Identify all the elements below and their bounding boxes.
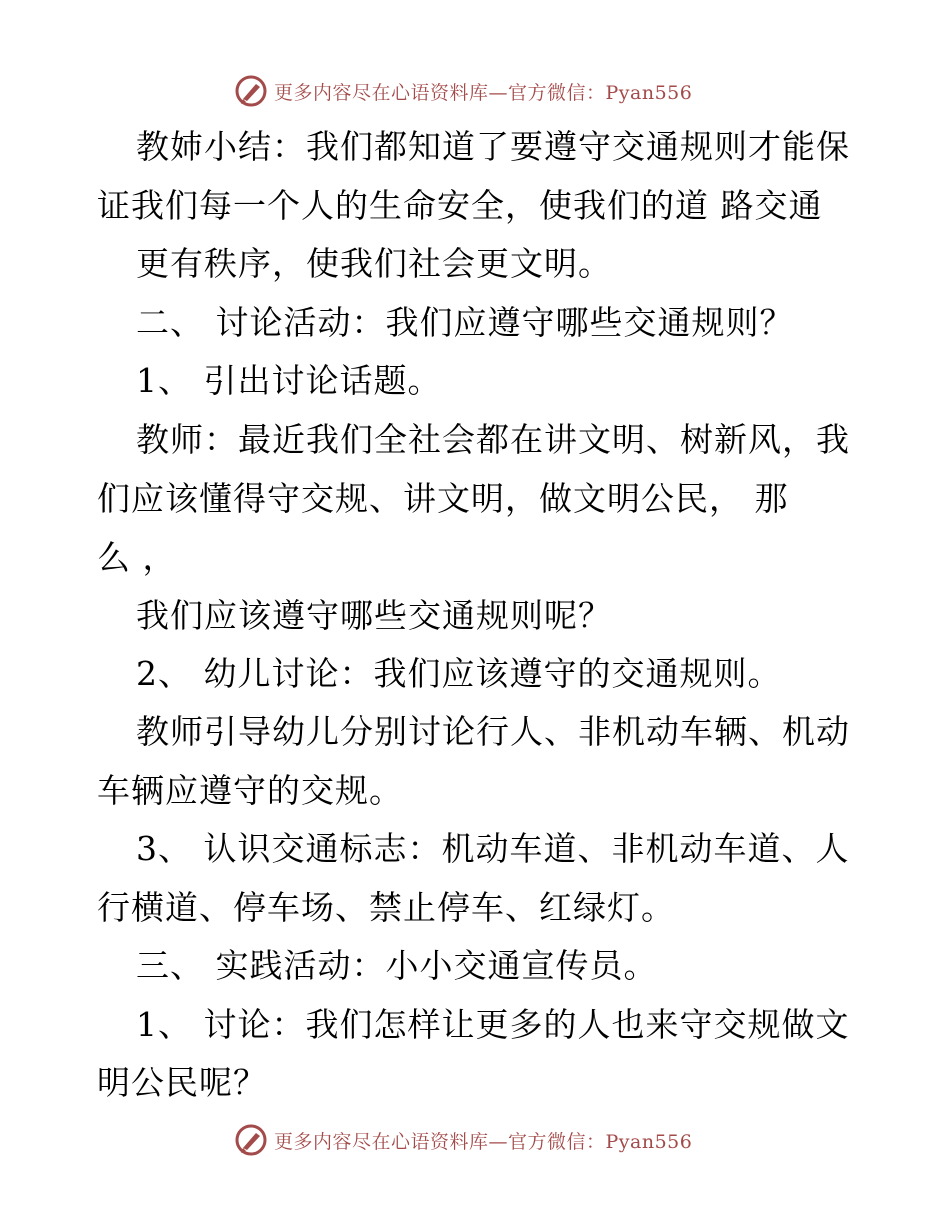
text-line: 1、 讨论：我们怎样让更多的人也来守交规做文 — [136, 1005, 850, 1044]
text-line: 2、 幼儿讨论：我们应该遵守的交通规则。 — [136, 654, 782, 693]
text-line: 们应该懂得守交规、讲文明，做文明公民， 那 — [97, 479, 789, 518]
text-line: 行横道、停车场、禁止停车、红绿灯。 — [97, 888, 675, 927]
text-line: 三、 实践活动：小小交通宣传员。 — [136, 946, 658, 985]
text-line: 么 ， — [97, 538, 177, 577]
text-line: 教师：最近我们全社会都在讲文明、树新风，我 — [136, 420, 850, 459]
text-line: 二、 讨论活动：我们应遵守哪些交通规则？ — [136, 303, 794, 342]
text-line: 教姉小结：我们都知道了要遵守交通规则才能保 — [136, 127, 850, 166]
text-line: 1、 引出讨论话题。 — [136, 361, 442, 400]
text-line: 3、 认识交通标志：机动车道、非机动车道、人 — [136, 829, 850, 868]
text-line: 车辆应遵守的交规。 — [97, 771, 403, 810]
pen-logo-icon — [234, 1123, 268, 1157]
text-line: 证我们每一个人的生命安全，使我们的道 路交通 — [97, 186, 823, 225]
footer-watermark — [234, 1122, 692, 1158]
text-line: 教师引导幼儿分别讨论行人、非机动车辆、机动 — [136, 712, 850, 751]
watermark-text: 更多内容尽在心语资料库—官方微信：Pyan556 — [274, 1130, 693, 1153]
text-line: 更有秩序，使我们社会更文明。 — [136, 244, 612, 283]
header-watermark — [234, 73, 692, 109]
text-line: 我们应该遵守哪些交通规则呢？ — [136, 596, 612, 635]
text-line: 明公民呢？ — [97, 1063, 267, 1102]
pen-logo-icon — [234, 74, 268, 108]
watermark-text: 更多内容尽在心语资料库—官方微信：Pyan556 — [274, 81, 693, 104]
